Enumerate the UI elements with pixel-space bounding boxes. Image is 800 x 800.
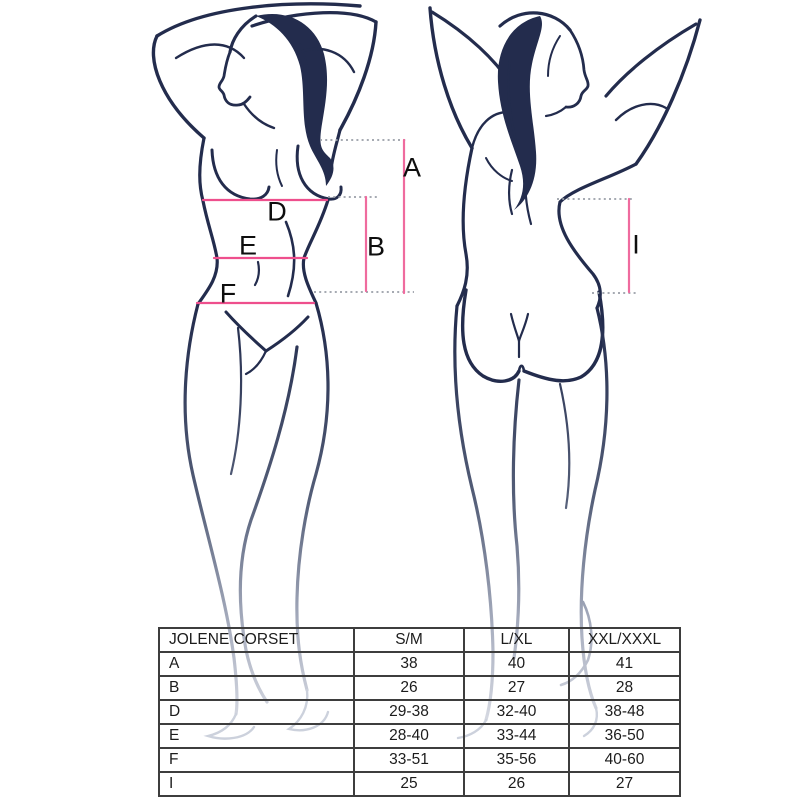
cell-value: 33-44 <box>464 724 569 748</box>
size-table <box>158 627 681 797</box>
back-face <box>566 30 588 107</box>
label-I: I <box>632 229 640 260</box>
row-label: D <box>159 700 354 724</box>
cell-value: 36-50 <box>569 724 680 748</box>
front-breast-left <box>212 150 269 199</box>
cell-value: 29-38 <box>354 700 464 724</box>
back-torso-left <box>457 148 472 306</box>
cell-value: 28 <box>569 676 680 700</box>
back-arms <box>430 8 472 148</box>
size-table-title: JOLENE CORSET <box>159 628 354 652</box>
row-label: E <box>159 724 354 748</box>
cell-value: 33-51 <box>354 748 464 772</box>
row-label: I <box>159 772 354 796</box>
table-row-F <box>159 748 680 772</box>
label-D: D <box>267 196 287 227</box>
cell-value: 41 <box>569 652 680 676</box>
front-arms <box>157 4 360 36</box>
cell-value: 40 <box>464 652 569 676</box>
back-buttock-right <box>524 292 603 381</box>
cell-value: 26 <box>464 772 569 796</box>
row-label: F <box>159 748 354 772</box>
table-row-B <box>159 676 680 700</box>
label-B: B <box>366 231 386 262</box>
cell-value: 28-40 <box>354 724 464 748</box>
size-column-xxlxxxl: XXL/XXXL <box>569 628 680 652</box>
front-face <box>219 52 250 105</box>
row-label: A <box>159 652 354 676</box>
cell-value: 27 <box>464 676 569 700</box>
label-E: E <box>238 230 258 261</box>
table-row-A <box>159 652 680 676</box>
table-row-I <box>159 772 680 796</box>
size-column-lxl: L/XL <box>464 628 569 652</box>
front-navel <box>255 262 259 285</box>
size-table-header-row <box>159 628 680 652</box>
label-A: A <box>402 152 422 183</box>
back-sacral-mark <box>511 314 528 357</box>
size-column-sm: S/M <box>354 628 464 652</box>
size-table-container <box>158 627 679 797</box>
cell-value: 35-56 <box>464 748 569 772</box>
cell-value: 38-48 <box>569 700 680 724</box>
cell-value: 27 <box>569 772 680 796</box>
cell-value: 32-40 <box>464 700 569 724</box>
row-label: B <box>159 676 354 700</box>
cell-value: 40-60 <box>569 748 680 772</box>
front-torso-right <box>303 200 328 303</box>
back-hair <box>498 16 542 210</box>
cell-value: 38 <box>354 652 464 676</box>
front-hair <box>256 14 333 186</box>
cell-value: 25 <box>354 772 464 796</box>
label-F: F <box>219 278 237 309</box>
back-torso-right <box>559 164 636 308</box>
table-row-E <box>159 724 680 748</box>
table-row-D <box>159 700 680 724</box>
back-buttock-left <box>463 290 519 381</box>
cell-value: 26 <box>354 676 464 700</box>
